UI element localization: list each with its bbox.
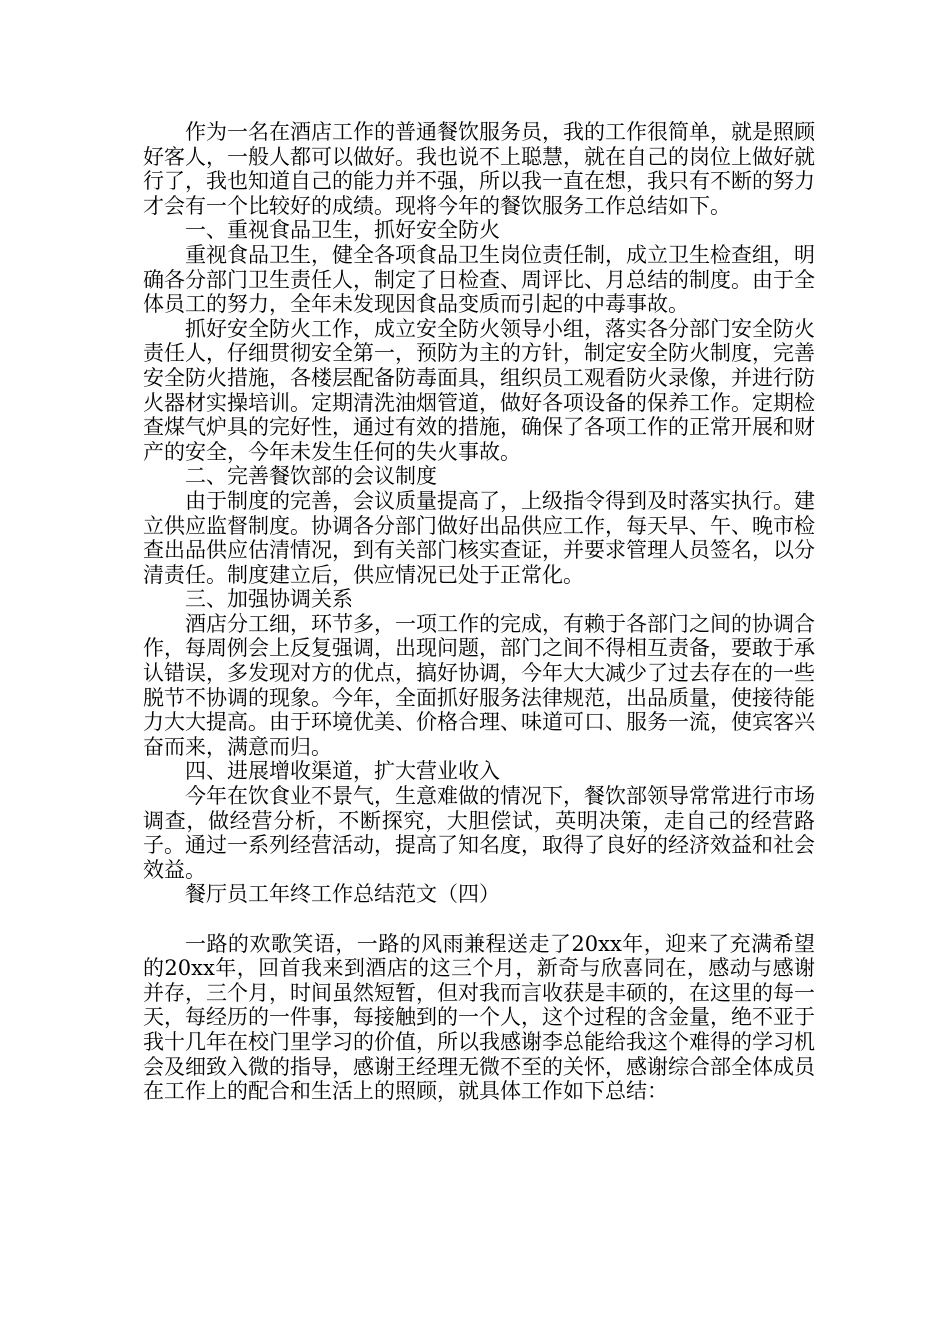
section-2-paragraph-1: 由于制度的完善，会议质量提高了，上级指令得到及时落实执行。建立供应监督制度。协调各分部门做好出品供应工作，每天早、午、晚市检查出品供应估清情况，到有关部门核实查证，并要求管理人员签名，以分清责任。制度建立后，供应情况已处于正常化。: [143, 488, 815, 587]
article-title: 餐厅员工年终工作总结范文（四）: [185, 882, 500, 907]
document-body: [143, 120, 815, 1104]
section-2-heading: 二、完善餐饮部的会议制度: [185, 464, 437, 489]
section-1-paragraph-2: 抓好安全防火工作，成立安全防火领导小组，落实各分部门安全防火责任人，仔细贯彻安全第一，预防为主的方针，制定安全防火制度，完善安全防火措施，各楼层配备防毒面具，组织员工观看防火录像，并进行防火器材实操培训。定期清洗油烟管道，做好各项设备的保养工作。定期检查煤气炉具的完好性，通过有效的措施，确保了各项工作的正常开展和财产的安全，今年未发生任何的失火事故。: [143, 316, 815, 464]
section-4-heading: 四、进展增收渠道，扩大营业收入: [185, 759, 500, 784]
section-3-heading: 三、加强协调关系: [185, 587, 353, 612]
section-3-paragraph-1: 酒店分工细，环节多，一项工作的完成，有赖于各部门之间的协调合作，每周例会上反复强调，出现问题，部门之间不得相互责备，要敢于承认错误，多发现对方的优点，搞好协调，今年大大减少了过去存在的一些脱节不协调的现象。今年，全面抓好服务法律规范，出品质量，使接待能力大大提高。由于环境优美、价格合理、味道可口、服务一流，使宾客兴奋而来，满意而归。: [143, 611, 815, 759]
intro-paragraph: 作为一名在酒店工作的普通餐饮服务员，我的工作很简单，就是照顾好客人，一般人都可以做好。我也说不上聪慧，就在自己的岗位上做好就行了，我也知道自己的能力并不强，所以我一直在想，我只有不断的努力才会有一个比较好的成绩。现将今年的餐饮服务工作总结如下。: [143, 120, 815, 218]
section-1-heading: 一、重视食品卫生，抓好安全防火: [185, 218, 500, 243]
article-paragraph-1: 一路的欢歌笑语，一路的风雨兼程送走了20xx年，迎来了充满希望的20xx年，回首我来到酒店的这三个月，新奇与欣喜同在，感动与感谢并存，三个月，时间虽然短暂，但对我而言收获是丰硕的，在这里的每一天，每经历的一件事，每接触到的一个人，这个过程的含金量，绝不亚于我十几年在校门里学习的价值，所以我感谢李总能给我这个难得的学习机会及细致入微的指导，感谢王经理无微不至的关怀，感谢综合部全体成员在工作上的配合和生活上的照顾，就具体工作如下总结：: [143, 931, 815, 1104]
section-4-paragraph-1: 今年在饮食业不景气，生意难做的情况下，餐饮部领导常常进行市场调查，做经营分析，不断探究，大胆偿试，英明决策，走自己的经营路子。通过一系列经营活动，提高了知名度，取得了良好的经济效益和社会效益。: [143, 784, 815, 882]
section-1-paragraph-1: 重视食品卫生，健全各项食品卫生岗位责任制，成立卫生检查组，明确各分部门卫生责任人，制定了日检查、周评比、月总结的制度。由于全体员工的努力，全年未发现因食品变质而引起的中毒事故。: [143, 242, 815, 317]
blank-line: [143, 907, 815, 932]
